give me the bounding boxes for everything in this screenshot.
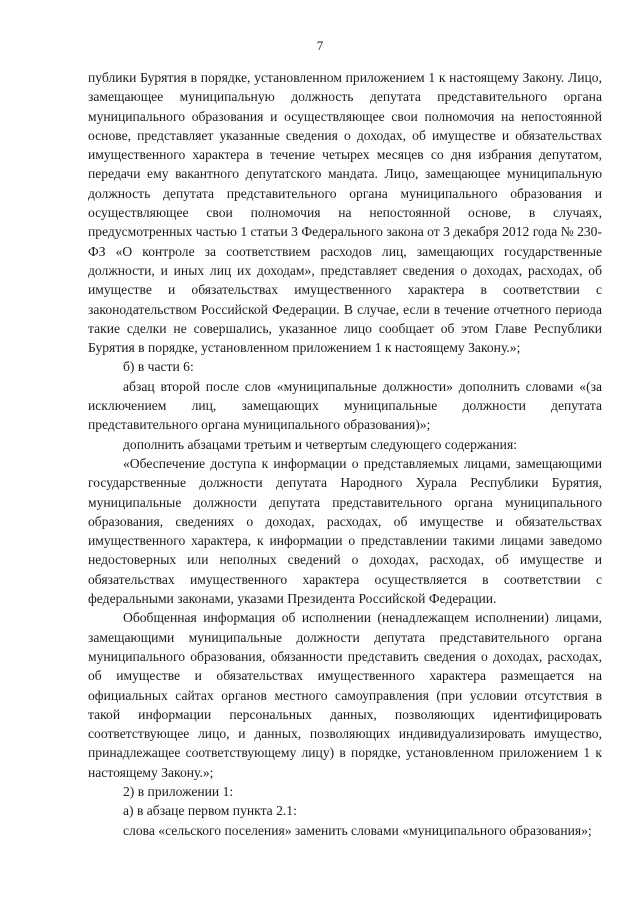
body-text [88,68,602,840]
paragraph-5: «Обеспечение доступа к информации о представляемых лицами, замещающими государственные должности депутата Народного Хурала Республики Бурятия, муниципальные должности депутата представительного органа муниципального образования, сведениях о доходах, расходах, об имуществе и обязательствах имущественного характера, к информации о представлении такими лицами заведомо недостоверных или неполных сведений о доходах, расходах, об имуществе и обязательствах имущественного характера осуществляется в соответствии с федеральными законами, указами Президента Российской Федерации. [88,455,602,607]
paragraph-4: дополнить абзацами третьим и четвертым следующего содержания: [123,436,517,452]
paragraph-9: слова «сельского поселения» заменить словами «муниципального образования»; [123,822,592,838]
paragraph-7: 2) в приложении 1: [123,783,234,799]
page-number: 7 [316,38,324,53]
paragraph-6: Обобщенная информация об исполнении (ненадлежащем исполнении) лицами, замещающими муниципальные должности депутата представительного органа муниципального образования, обязанности представить сведения о доходах, расходах, об имуществе и обязательствах имущественного характера размещается на официальных сайтах органов местного самоуправления (при условии отсутствия в такой информации персональных данных, позволяющих идентифицировать соответствующее лицо, и данных, позволяющих индивидуализировать имущество, принадлежащее соответствующему лицу) в порядке, установленном приложением 1 к настоящему Закону.»; [88,610,602,780]
paragraph-2: б) в части 6: [123,359,194,375]
paragraph-3: абзац второй после слов «муниципальные должности» дополнить словами «(за исключением лиц, замещающих муниципальные должности депутата представительного органа муниципального образования)»; [88,378,602,433]
paragraph-1: публики Бурятия в порядке, установленном приложением 1 к настоящему Закону. Лицо, замещающее муниципальную должность депутата представительного органа муниципального образования и осуществляющее свои полномочия на непостоянной основе, представляет указанные сведения о доходах, об имуществе и обязательствах имущественного характера в течение четырех месяцев со дня избрания депутатом, передачи ему вакантного депутатского мандата. Лицо, замещающее муниципальную должность депутата представительного органа муниципального образования и осуществляющее свои полномочия на непостоянной основе, в случаях, предусмотренных частью 1 статьи 3 Федерального закона от 3 декабря 2012 года № 230-ФЗ «О контроле за соответствием расходов лиц, замещающих государственные должности, и иных лиц их доходам», представляет сведения о доходах, расходах, об имуществе и обязательствах имущественного характера в соответствии с законодательством Российской Федерации. В случае, если в течение отчетного периода такие сделки не совершались, указанное лицо сообщает об этом Главе Республики Бурятия в порядке, установленном приложением 1 к настоящему Закону.»; [88,70,602,356]
paragraph-8: а) в абзаце первом пункта 2.1: [123,803,297,819]
